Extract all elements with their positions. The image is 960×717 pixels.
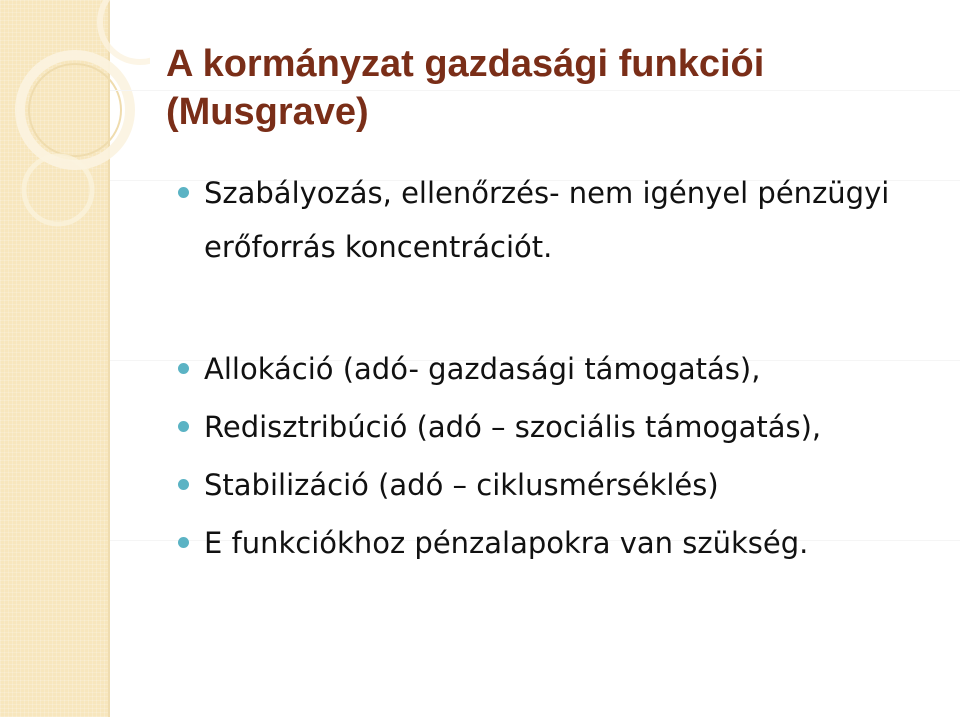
bullet-text: E funkciókhoz pénzalapokra van szükség. <box>204 526 809 560</box>
bullet-item <box>178 456 948 514</box>
bullet-dot-icon <box>178 537 189 548</box>
bullet-text: Szabályozás, ellenőrzés- nem igényel pénzügyi erőforrás koncentrációt. <box>204 176 890 264</box>
bullet-dot-icon <box>178 187 189 198</box>
bullet-item <box>178 166 948 274</box>
bullet-item <box>178 398 948 456</box>
bullet-text: Stabilizáció (adó – ciklusmérséklés) <box>204 468 719 502</box>
bullet-item <box>178 514 948 572</box>
slide-title: A kormányzat gazdasági funkciói (Musgrave) <box>166 43 765 133</box>
bullet-text: Redisztribúció (adó – szociális támogatás), <box>204 410 822 444</box>
bullet-item <box>178 340 948 398</box>
decorative-circles <box>0 0 150 260</box>
bullet-list <box>178 166 948 572</box>
bullet-dot-icon <box>178 479 189 490</box>
bullet-dot-icon <box>178 363 189 374</box>
bullet-dot-icon <box>178 421 189 432</box>
bullet-text: Allokáció (adó- gazdasági támogatás), <box>204 352 761 386</box>
